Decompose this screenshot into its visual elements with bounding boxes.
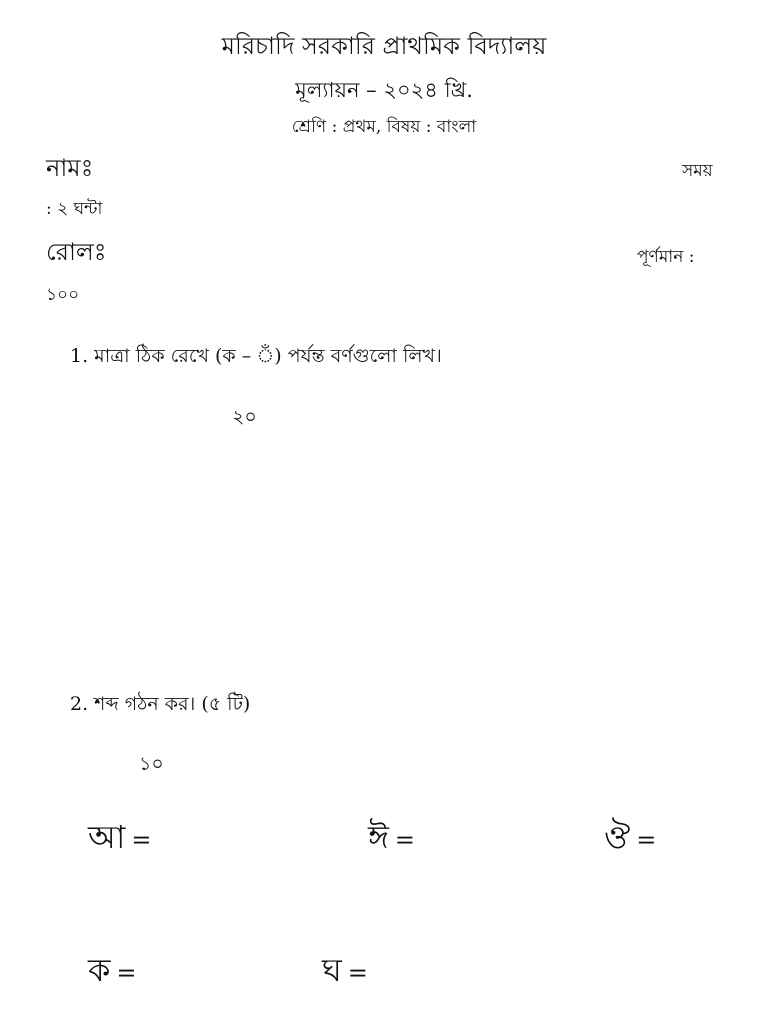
time-value: : ২ ঘন্টা [46,199,103,219]
question-1-text: 1. মাত্রা ঠিক রেখে (ক – ঁ) পর্যন্ত বর্ণগুলো লিখ। [70,345,442,367]
exam-title: মূল্যায়ন – ২০২৪ খ্রি. [295,78,473,102]
class-subject: শ্রেণি : প্রথম, বিষয় : বাংলা [291,117,477,137]
letter-label: ঔ [604,818,631,856]
roll-label: রোলঃ [46,238,107,266]
letter-label: ক [88,951,111,989]
question-1-marks: ২০ [232,406,257,428]
letter-item [604,812,656,866]
equals-sign: = [394,826,415,854]
equals-sign: = [131,826,152,854]
time-label: সময় [682,161,713,181]
full-marks-label: পূর্ণমান : [637,247,695,267]
letter-item [322,945,368,999]
letter-label: ঈ [368,818,389,856]
equals-sign: = [116,959,137,987]
letter-item [88,812,151,866]
letter-item [368,812,415,866]
question-2-marks: ১০ [139,753,164,775]
equals-sign: = [347,959,368,987]
name-label: নামঃ [46,154,94,182]
letter-item [88,945,137,999]
letter-label: ঘ [322,951,342,989]
equals-sign: = [636,826,657,854]
question-2-text: 2. শব্দ গঠন কর। (৫ টি) [70,693,251,715]
letter-label: আ [88,818,126,856]
school-name: মরিচাদি সরকারি প্রাথমিক বিদ্যালয় [221,32,547,60]
full-marks-value: ১০০ [46,285,80,305]
